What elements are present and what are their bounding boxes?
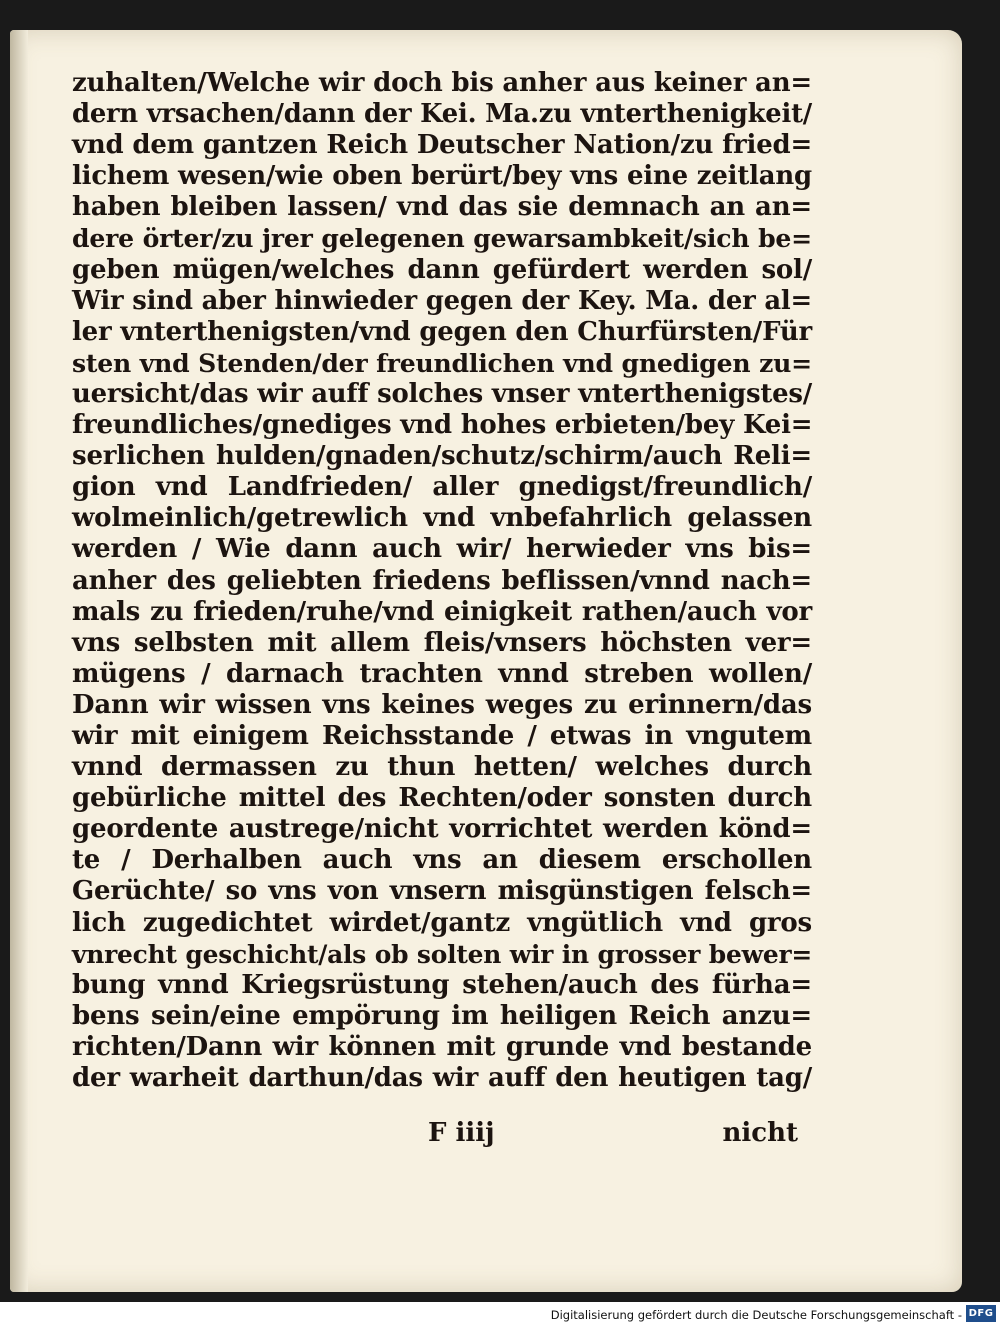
text-line: vns selbsten mit allem fleis/vnsers höchsten ver= <box>72 627 812 658</box>
dfg-logo: DFG <box>966 1305 996 1322</box>
text-line: freundliches/gnediges vnd hohes erbieten/bey Kei= <box>72 410 813 441</box>
footer-bar <box>0 1302 1000 1326</box>
text-line: sten vnd Stenden/der freundlichen vnd gnedigen zu= <box>72 347 812 378</box>
text-line: zuhalten/Welche wir doch bis anher aus keiner an= <box>72 68 812 98</box>
text-line: richten/Dann wir können mit grunde vnd bestande <box>72 1031 812 1062</box>
text-line: Gerüchte/ so vns von vnsern misgünstigen felsch= <box>72 876 812 907</box>
text-line: wir mit einigem Reichsstande / etwas in vngutem <box>72 720 812 751</box>
signature-mark: F iiij <box>428 1118 495 1148</box>
text-line: bens sein/eine empörung im heiligen Reich anzu= <box>72 1000 812 1031</box>
text-line: Dann wir wissen vns keines weges zu erinnern/das <box>72 689 812 720</box>
text-line: ler vnterthenigsten/vnd gegen den Churfürsten/Für <box>72 316 812 347</box>
text-line: mals zu frieden/ruhe/vnd einigkeit rathen/auch vor <box>72 596 812 627</box>
text-line: uersicht/das wir auff solches vnser vnterthenigstes/ <box>72 378 812 409</box>
text-line: lich zugedichtet wirdet/gantz vngütlich vnd gros <box>72 907 812 938</box>
text-line: serlichen hulden/gnaden/schutz/schirm/auch Reli= <box>72 441 812 472</box>
text-line: bung vnnd Kriegsrüstung stehen/auch des fürha= <box>72 969 812 1000</box>
text-line: werden / Wie dann auch wir/ herwieder vns bis= <box>72 534 812 565</box>
text-line: te / Derhalben auch vns an diesem erschollen <box>72 845 812 876</box>
text-line: gebürliche mittel des Rechten/oder sonsten durch <box>72 783 812 814</box>
text-line: anher des geliebten friedens beflissen/vnnd nach= <box>72 565 812 596</box>
funding-credit: Digitalisierung gefördert durch die Deutsche Forschungsgemeinschaft - <box>550 1308 962 1322</box>
signature-line <box>428 1118 798 1152</box>
text-line: dere örter/zu jrer gelegenen gewarsambkeit/sich be= <box>72 223 812 254</box>
page-gutter <box>10 30 28 1292</box>
text-line: gion vnd Landfrieden/ aller gnedigst/freundlich/ <box>72 472 812 503</box>
text-line: lichem wesen/wie oben berürt/bey vns eine zeitlang <box>72 161 812 192</box>
text-line: dern vrsachen/dann der Kei. Ma.zu vnterthenigkeit/ <box>72 99 812 130</box>
text-line: vnnd dermassen zu thun hetten/ welches durch <box>72 752 812 783</box>
text-line: haben bleiben lassen/ vnd das sie demnach an an= <box>72 192 812 223</box>
text-line: der warheit darthun/das wir auff den heutigen tag/ <box>72 1063 812 1093</box>
body-text <box>72 68 812 1094</box>
text-line: Wir sind aber hinwieder gegen der Key. Ma. der al= <box>72 285 812 316</box>
text-line: geordente austrege/nicht vorrichtet werden könd= <box>72 814 812 845</box>
text-line: vnrecht geschicht/als ob solten wir in grosser bewer= <box>72 939 812 969</box>
catchword: nicht <box>722 1118 798 1148</box>
text-line: geben mügen/welches dann gefürdert werden sol/ <box>72 254 812 285</box>
text-line: vnd dem gantzen Reich Deutscher Nation/zu fried= <box>72 130 812 161</box>
text-line: wolmeinlich/getrewlich vnd vnbefahrlich gelassen <box>72 503 812 534</box>
text-line: mügens / darnach trachten vnnd streben wollen/ <box>72 658 812 689</box>
